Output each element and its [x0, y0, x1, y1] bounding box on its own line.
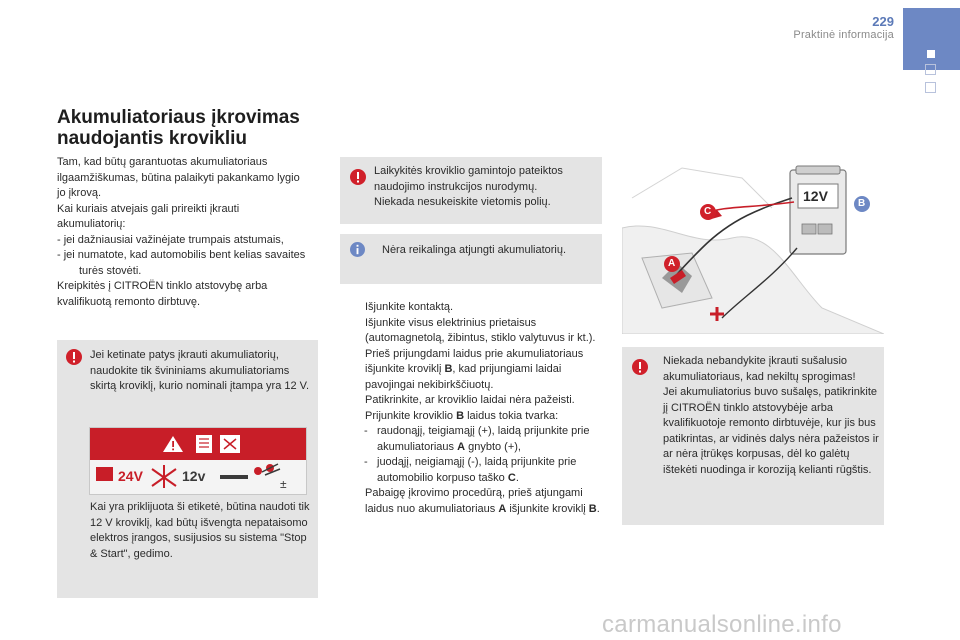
- intro-list-item: - jei numatote, kad automobilis bent kelias savaites turės stovėti.: [57, 249, 306, 277]
- intro-text: [57, 155, 307, 310]
- label-b-icon: B: [858, 198, 866, 209]
- sub-step-item: - raudonąjį, teigiamąjį (+), laidą prijunkite prie akumuliatoriaus A gnybto (+),: [364, 425, 590, 453]
- step-item: Patikrinkite, ar kroviklio laidai nėra pažeisti.: [365, 394, 575, 406]
- section-title: Praktinė informacija: [793, 29, 894, 41]
- page-number: 229: [872, 14, 894, 29]
- step-item: Išjunkite kontaktą.: [365, 301, 454, 313]
- sub-step-item: - juodąjį, neigiamąjį (-), laidą prijunkite prie automobilio korpuso taško C.: [364, 456, 577, 484]
- stop-start-label-image: [89, 427, 307, 495]
- intro-paragraph-1: Tam, kad būtų garantuotas akumuliatoriaus ilgaamžiškumas, būtina palaikyti pakankamo lygio jo įkrovą.: [57, 156, 300, 199]
- chapter-tab-outline-2: [925, 82, 936, 93]
- label-12v-text: 12v: [182, 468, 206, 484]
- warning-icon: [350, 169, 366, 185]
- manufacturer-warning-text: Laikykitės kroviklio gamintojo pateiktos naudojimo instrukcijos nurodymų. Niekada nesukeiskite vietomis polių.: [374, 165, 563, 208]
- watermark: carmanualsonline.info: [602, 611, 842, 638]
- procedure-steps: [341, 300, 605, 517]
- step-item: Prieš prijungdami laidus prie akumuliatoriaus išjunkite kroviklį B, kad prijungiami laidai pavojingai nekibirkščiuotų.: [365, 347, 584, 391]
- svg-text:±: ±: [280, 477, 287, 491]
- label-c-icon: C: [704, 206, 712, 217]
- info-icon: [350, 242, 365, 257]
- step-item: Prijunkite kroviklio B laidus tokia tvarka:: [365, 409, 559, 422]
- step-item: Išjunkite visus elektrinius prietaisus (automagnetolą, žibintus, stiklo valytuvus ir kt.).: [365, 316, 596, 344]
- voltage-label: 12V: [803, 188, 828, 204]
- stop-start-label-text: Kai yra priklijuota ši etiketė, būtina naudoti tik 12 V kroviklį, kad būtų išvengta nepataisomo elektros įrangos, susijusios su sistema "Stop & Start", gedimo.: [90, 501, 310, 560]
- warning-icon: [632, 359, 648, 375]
- info-box: [340, 234, 602, 284]
- manufacturer-warning-box: [340, 157, 602, 224]
- step-item: Pabaigę įkrovimo procedūrą, prieš atjungami laidus nuo akumuliatoriaus A išjunkite kroviklį B.: [365, 487, 600, 515]
- chapter-tab-active: [903, 8, 960, 70]
- intro-paragraph-3: Kreipkitės į CITROËN tinklo atstovybę arba kvalifikuotą remonto dirbtuvę.: [57, 280, 268, 308]
- charger-drawing: [622, 158, 884, 334]
- info-text: Nėra reikalinga atjungti akumuliatorių.: [382, 244, 567, 256]
- frozen-battery-warning-box: [622, 347, 884, 525]
- label-a-icon: A: [668, 258, 676, 269]
- intro-paragraph-2: Kai kuriais atvejais gali prireikti įkrauti akumuliatorių:: [57, 202, 240, 230]
- plus-terminal-label: [922, 158, 923, 159]
- label-24v-text: 24V: [118, 468, 143, 484]
- chapter-tab-outline-1: [925, 64, 936, 75]
- frozen-battery-warning-text: Niekada nebandykite įkrauti sušalusio akumuliatoriaus, kad nekiltų sprogimas! Jei akumuliatorius buvo sušalęs, patikrinkite jį CITROËN tinklo atstovybėje arba kvalifikuotoje remonto dirbtuvėje, kur jis bus patikrintas, ar vidinės dalys nėra pažeistos ir ar nėra įtrūkęs korpusas, dėl ko galėtų ištekėti nuodinga ir koroziją kelianti rūgštis.: [663, 355, 879, 476]
- intro-list-item: - jei dažniausiai važinėjate trumpais atstumais,: [57, 233, 284, 246]
- charger-illustration: [622, 158, 884, 334]
- page-title: Akumuliatoriaus įkrovimas naudojantis krovikliu: [57, 107, 300, 149]
- stop-start-label-drawing: [90, 428, 306, 494]
- warning-icon: [66, 349, 82, 365]
- chapter-tab-marker: [927, 50, 935, 58]
- lead-acid-warning-text: Jei ketinate patys įkrauti akumuliatorių, naudokite tik švininiams akumuliatoriams skirtą kroviklį, kurio nominali įtampa yra 12 V.: [90, 349, 310, 392]
